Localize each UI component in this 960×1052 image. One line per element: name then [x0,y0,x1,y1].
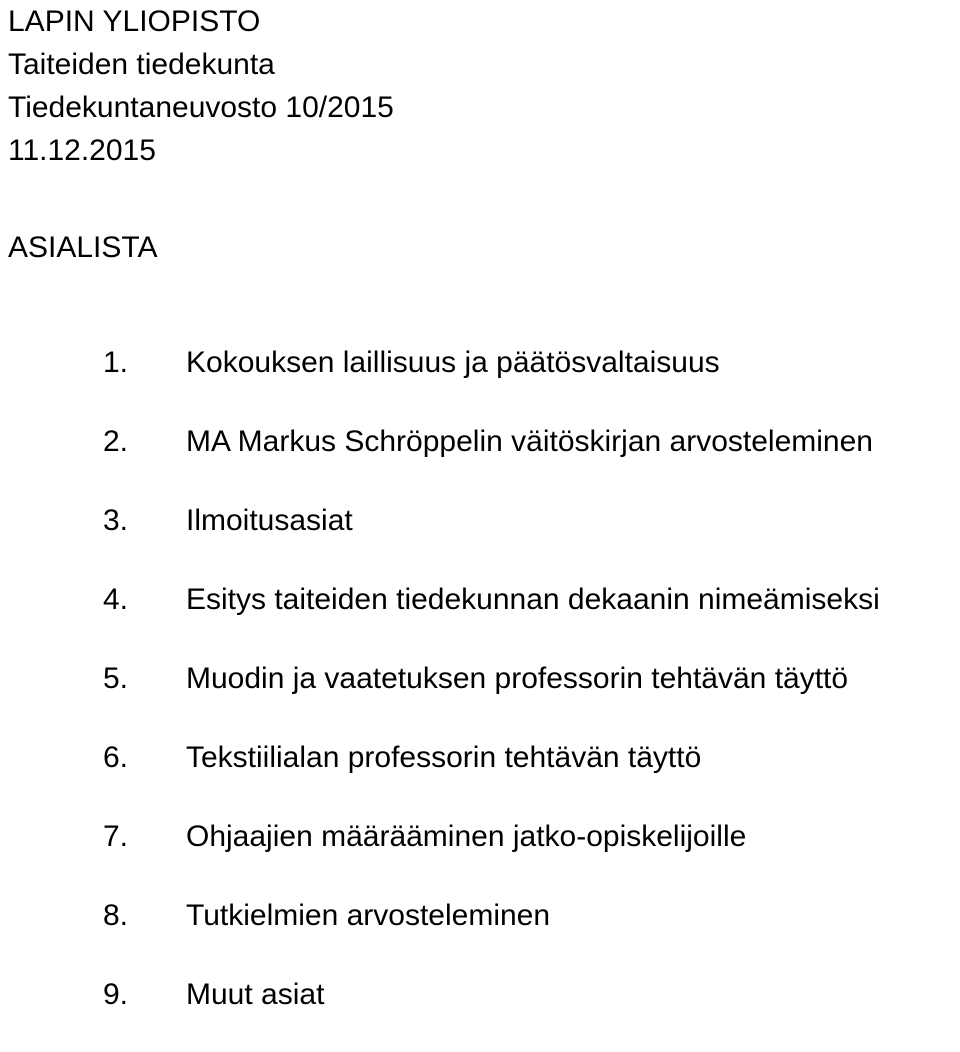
agenda-item-text: Tekstiilialan professorin tehtävän täyttö [186,741,702,774]
agenda-item-number: 8. [103,899,129,932]
agenda-item-number: 3. [103,504,129,537]
agenda-item-text: Ilmoitusasiat [186,504,353,537]
agenda-item-number: 4. [103,583,129,616]
meeting-title: Tiedekuntaneuvosto 10/2015 [8,91,394,124]
agenda-item-text: Muodin ja vaatetuksen professorin tehtävän täyttö [186,662,849,695]
agenda-item-text: Ohjaajien määrääminen jatko-opiskelijoille [186,820,747,853]
agenda-item-text: Tutkielmien arvosteleminen [186,899,551,932]
agenda-item-text: MA Markus Schröppelin väitöskirjan arvosteleminen [186,425,873,458]
faculty-name: Taiteiden tiedekunta [8,48,275,81]
agenda-item-number: 2. [103,425,129,458]
agenda-title: ASIALISTA [8,231,158,264]
document-header [8,0,394,172]
meeting-date: 11.12.2015 [8,134,156,167]
agenda-item-number: 7. [103,820,129,853]
agenda-item-text: Esitys taiteiden tiedekunnan dekaanin nimeämiseksi [186,583,880,616]
agenda-item-text: Kokouksen laillisuus ja päätösvaltaisuus [186,346,720,379]
agenda-item-number: 5. [103,662,129,695]
agenda-item-number: 1. [103,346,129,379]
agenda-item-number: 9. [103,978,129,1011]
university-name: LAPIN YLIOPISTO [8,5,261,38]
agenda-item-text: Muut asiat [186,978,325,1011]
agenda-item-number: 6. [103,741,129,774]
